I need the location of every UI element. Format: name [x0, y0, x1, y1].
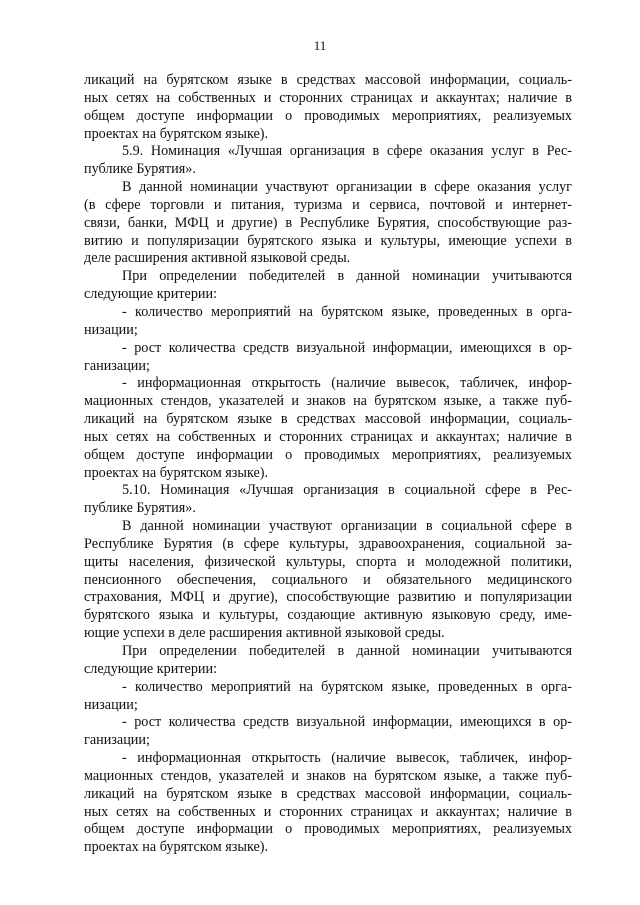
text-line: 5.9. Номинация «Лучшая организация в сфере оказания услуг в Рес- — [122, 143, 572, 160]
text-line: следующие критерии: — [84, 660, 218, 677]
text-line: ных сетях на собственных и сторонних страницах и аккаунтах; наличие в — [84, 428, 572, 445]
text-line: В данной номинации участвуют организации в социальной сфере в — [122, 518, 572, 535]
text-line: публике Бурятия». — [84, 161, 196, 178]
text-line: общем доступе информации о проводимых мероприятиях, реализуемых — [84, 821, 572, 838]
text-line: щиты населения, физической культуры, спорта и молодежной политики, — [84, 553, 572, 570]
text-line: ликаций на бурятском языке в средствах массовой информации, социаль- — [84, 411, 572, 428]
text-line: При определении победителей в данной номинации учитываются — [122, 643, 572, 659]
text-line: ганизации; — [84, 357, 150, 374]
text-line: страхования, МФЦ и другие), способствующие развитию и популяризации — [84, 589, 572, 606]
text-line: пенсионного обеспечения, социального и обязательного медицинского — [84, 571, 572, 588]
text-line: деле расширения активной языковой среды. — [84, 250, 351, 267]
text-line: проектах на бурятском языке). — [84, 464, 269, 481]
text-line: публике Бурятия». — [84, 500, 196, 517]
text-line: витию и популяризации бурятского языка и культуры, имеющие успехи в — [84, 232, 572, 249]
text-line: низации; — [84, 321, 138, 338]
text-line: связи, банки, МФЦ и другие) в Республике Бурятия, способствующие раз- — [84, 214, 572, 231]
text-line: (в сфере торговли и питания, туризма и сервиса, почтовой и интернет- — [84, 196, 572, 213]
text-line: ных сетях на собственных и сторонних страницах и аккаунтах; наличие в — [84, 803, 572, 820]
page-number: 11 — [313, 38, 327, 53]
text-line: - информационная открытость (наличие вывесок, табличек, инфор- — [122, 750, 572, 767]
document-body — [84, 72, 572, 857]
text-line: мационных стендов, указателей и знаков на бурятском языке, а также пуб- — [84, 767, 572, 784]
text-line: - количество мероприятий на бурятском языке, проведенных в орга- — [122, 303, 572, 320]
text-line: При определении победителей в данной номинации учитываются — [122, 268, 572, 285]
text-line: проектах на бурятском языке). — [84, 839, 269, 856]
text-line: - количество мероприятий на бурятском языке, проведенных в орга- — [122, 678, 572, 695]
text-line: следующие критерии: — [84, 286, 218, 303]
text-line: В данной номинации участвуют организации в сфере оказания услуг — [122, 179, 572, 196]
text-line: - рост количества средств визуальной информации, имеющихся в ор- — [122, 714, 572, 731]
text-line: - рост количества средств визуальной информации, имеющихся в ор- — [122, 339, 572, 356]
text-line: низации; — [84, 696, 138, 713]
text-line: Республике Бурятия (в сфере культуры, здравоохранения, социальной за- — [84, 535, 572, 552]
text-line: 5.10. Номинация «Лучшая организация в социальной сфере в Рес- — [122, 482, 572, 499]
text-line: ющие успехи в деле расширения активной языковой среды. — [84, 625, 445, 642]
text-line: проектах на бурятском языке). — [84, 125, 269, 142]
text-line: общем доступе информации о проводимых мероприятиях, реализуемых — [84, 107, 572, 124]
text-line: общем доступе информации о проводимых мероприятиях, реализуемых — [84, 446, 572, 463]
text-line: ликаций на бурятском языке в средствах массовой информации, социаль- — [84, 785, 572, 802]
text-line: бурятского языка и культуры, создающие активную языковую среду, име- — [84, 607, 572, 624]
text-line: мационных стендов, указателей и знаков на бурятском языке, а также пуб- — [84, 393, 572, 410]
text-line: ликаций на бурятском языке в средствах массовой информации, социаль- — [84, 72, 572, 88]
text-line: ганизации; — [84, 732, 150, 749]
text-line: ных сетях на собственных и сторонних страницах и аккаунтах; наличие в — [84, 89, 572, 106]
text-line: - информационная открытость (наличие вывесок, табличек, инфор- — [122, 375, 572, 392]
